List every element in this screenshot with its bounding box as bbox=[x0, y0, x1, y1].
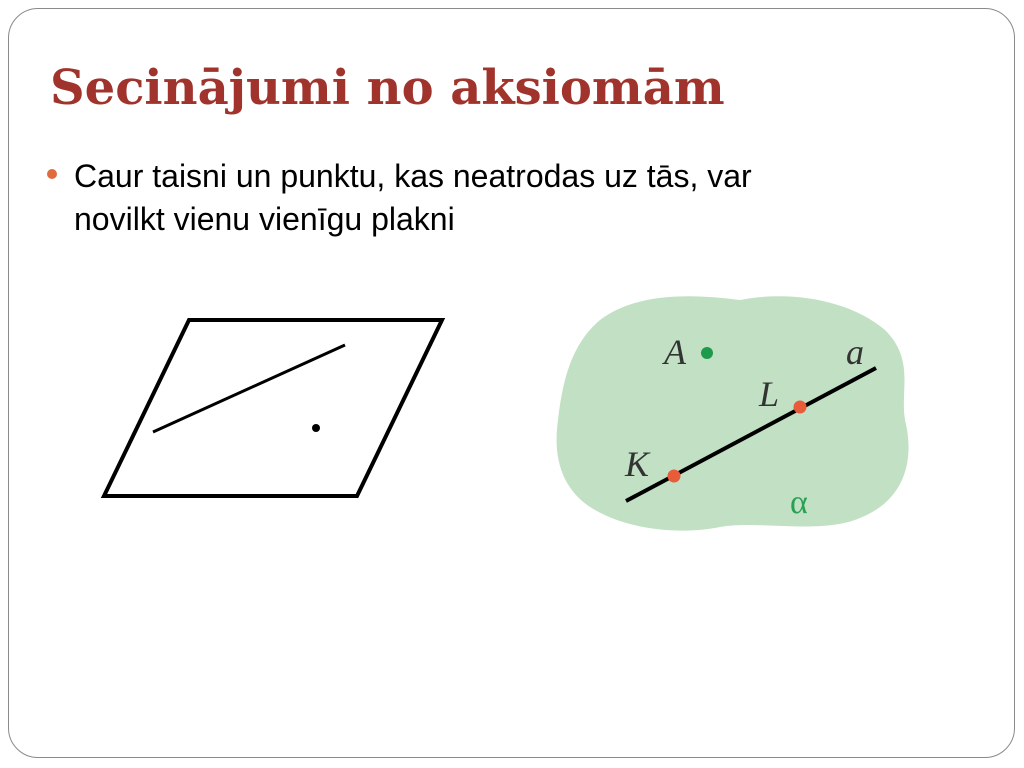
label-plane-alpha: α bbox=[790, 484, 808, 521]
label-point-a: A bbox=[664, 332, 686, 372]
left-figure bbox=[104, 320, 442, 496]
plane-parallelogram bbox=[104, 320, 442, 496]
label-point-l: L bbox=[759, 374, 780, 414]
slide-title: Secinājumi no aksiomām bbox=[50, 60, 725, 116]
bullet-text-line-1: Caur taisni un punktu, kas neatrodas uz tās, var bbox=[74, 158, 752, 194]
label-point-k: K bbox=[625, 444, 650, 484]
line-segment bbox=[153, 345, 345, 432]
right-figure bbox=[557, 296, 909, 530]
point-a-marker bbox=[701, 347, 713, 359]
point-k-marker bbox=[668, 470, 681, 483]
point-outside-line bbox=[312, 424, 320, 432]
point-l-marker bbox=[794, 401, 807, 414]
bullet-text-line-2: novilkt vienu vienīgu plakni bbox=[74, 201, 455, 237]
label-line-a: a bbox=[846, 332, 864, 372]
